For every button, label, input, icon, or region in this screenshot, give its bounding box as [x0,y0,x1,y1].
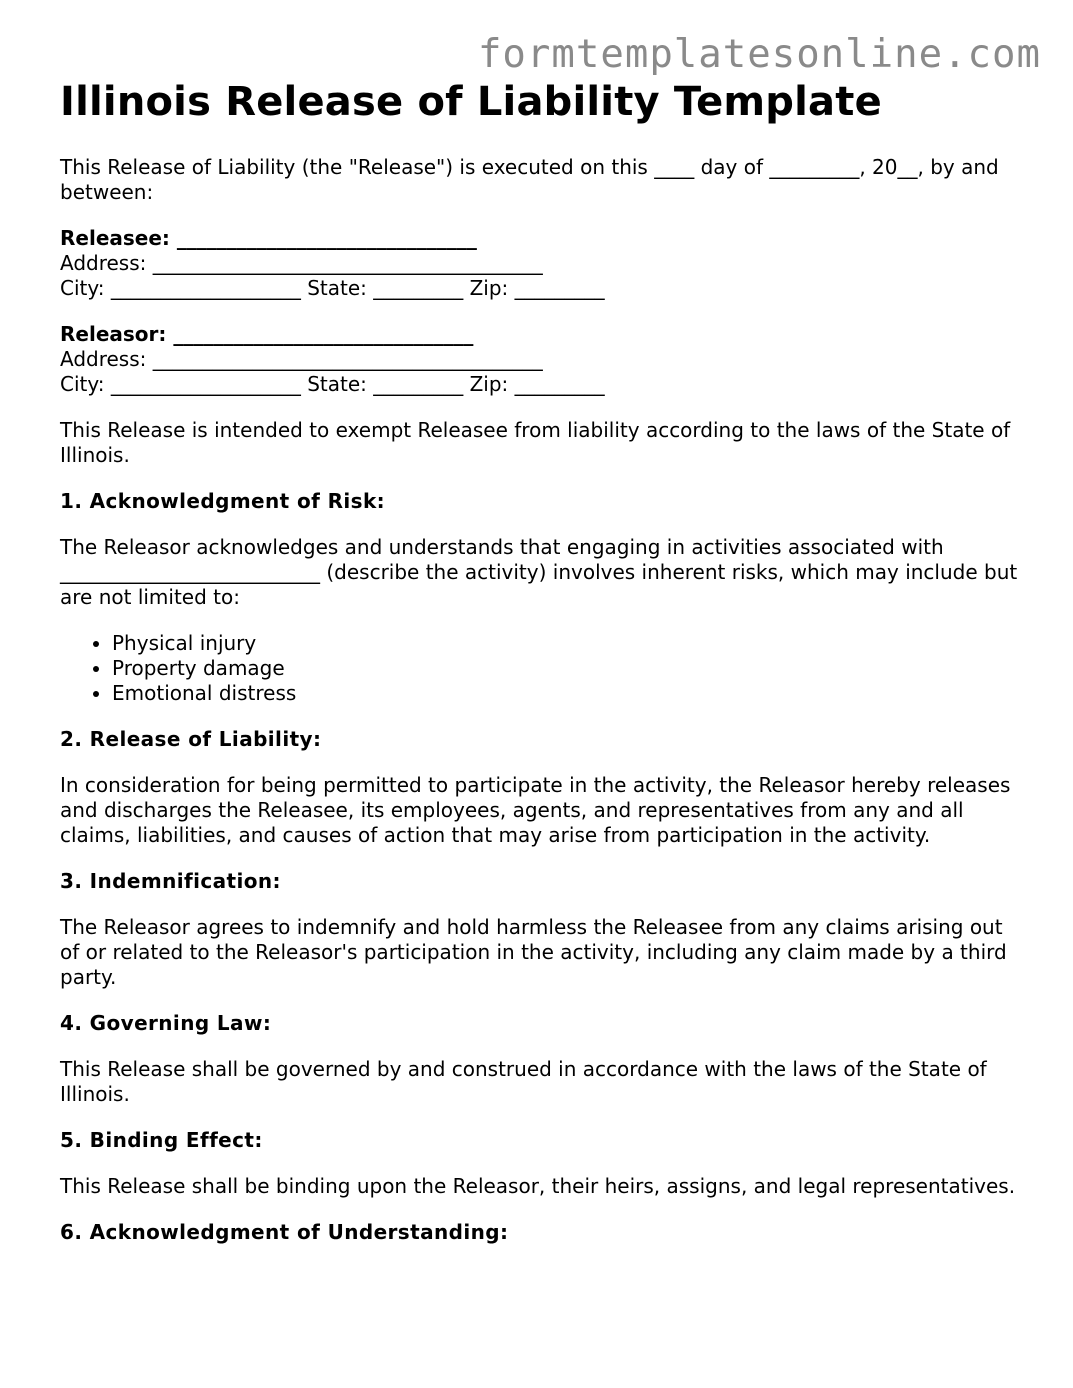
section-4-body: This Release shall be governed by and construed in accordance with the laws of the State of Illinois. [60,1057,987,1106]
releasor-city-state-zip-line: City: ___________________ State: _________ Zip: _________ [60,372,605,396]
section-3-heading: 3. Indemnification: [60,869,281,893]
section-6-heading: 6. Acknowledgment of Understanding: [60,1220,509,1244]
document-page [60,76,1020,1266]
section-1-heading: 1. Acknowledgment of Risk: [60,489,386,513]
list-item: • Emotional distress [112,681,1020,706]
list-item: • Physical injury [112,631,1020,656]
section-1-body: The Releasor acknowledges and understands that engaging in activities associated with __________________________ (describe the activity) involves inherent risks, which may include but are not limited to: [60,535,1018,609]
watermark: formtemplatesonline.com [477,32,1041,77]
releasee-address-line: Address: _______________________________________ [60,251,543,275]
releasee-name-line [60,226,1020,251]
section-5-heading: 5. Binding Effect: [60,1128,263,1152]
section-5-body: This Release shall be binding upon the Releasor, their heirs, assigns, and legal representatives. [60,1174,1016,1198]
releasor-block [60,322,1020,397]
intro-paragraph: This Release of Liability (the "Release") is executed on this ____ day of _________, 20__, by and between: [60,155,999,204]
releasee-name-field: ______________________________ [169,226,477,250]
releasee-label: Releasee: [60,226,170,250]
section-2-body: In consideration for being permitted to participate in the activity, the Releasor hereby releases and discharges the Releasee, its employees, agents, and representatives from any and all claims, liabilities, and causes of action that may arise from participation in the activity. [60,773,1011,847]
purpose-paragraph: This Release is intended to exempt Releasee from liability according to the laws of the State of Illinois. [60,418,1011,467]
releasor-name-field: ______________________________ [166,322,474,346]
page-title: Illinois Release of Liability Template [60,79,882,125]
list-item: • Property damage [112,656,1020,681]
section-2-heading: 2. Release of Liability: [60,727,322,751]
risk-list [60,631,1020,706]
releasor-name-line [60,322,1020,347]
releasor-address-line: Address: _______________________________________ [60,347,543,371]
section-3-body: The Releasor agrees to indemnify and hold harmless the Releasee from any claims arising out of or related to the Releasor's participation in the activity, including any claim made by a third party. [60,915,1007,989]
releasee-city-state-zip-line: City: ___________________ State: _________ Zip: _________ [60,276,605,300]
section-4-heading: 4. Governing Law: [60,1011,272,1035]
releasee-block [60,226,1020,301]
releasor-label: Releasor: [60,322,167,346]
